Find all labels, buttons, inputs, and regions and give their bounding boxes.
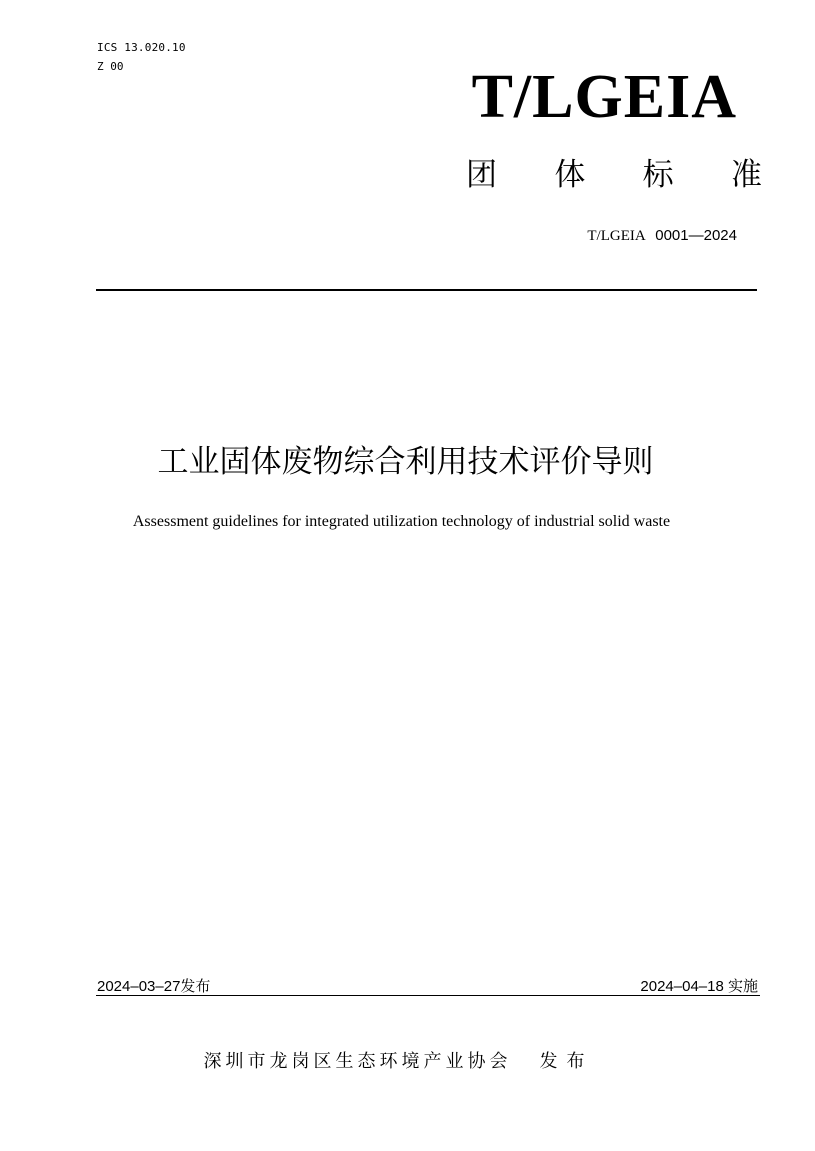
document-title-chinese: 工业固体废物综合利用技术评价导则 [157,444,654,480]
ics-code: ICS 13.020.10 [97,41,186,54]
standard-type-char: 标 [642,157,674,193]
implement-date: 2024‒04‒18 实施 [640,978,758,995]
publisher-line [0,1047,815,1073]
standard-logo: T/LGEIA [471,63,737,131]
standard-type-char: 准 [730,157,762,193]
publish-date: 2024‒03‒27发布 [97,978,211,995]
date-divider [96,995,760,996]
standard-type-char: 团 [466,157,497,193]
publish-label: 发布 [539,1051,594,1072]
publisher-name: 深圳市龙岗区生态环境产业协会 [203,1051,512,1072]
document-title-english: Assessment guidelines for integrated utilization technology of industrial solid waste [132,513,671,530]
standard-number [587,226,737,245]
standard-type-char: 体 [554,157,586,193]
header-divider [96,289,757,291]
standard-type [466,157,762,193]
standard-number-value: 0001—2024 [655,227,737,244]
standard-number-prefix: T/LGEIA [587,228,646,244]
ccs-code: Z 00 [97,60,124,73]
